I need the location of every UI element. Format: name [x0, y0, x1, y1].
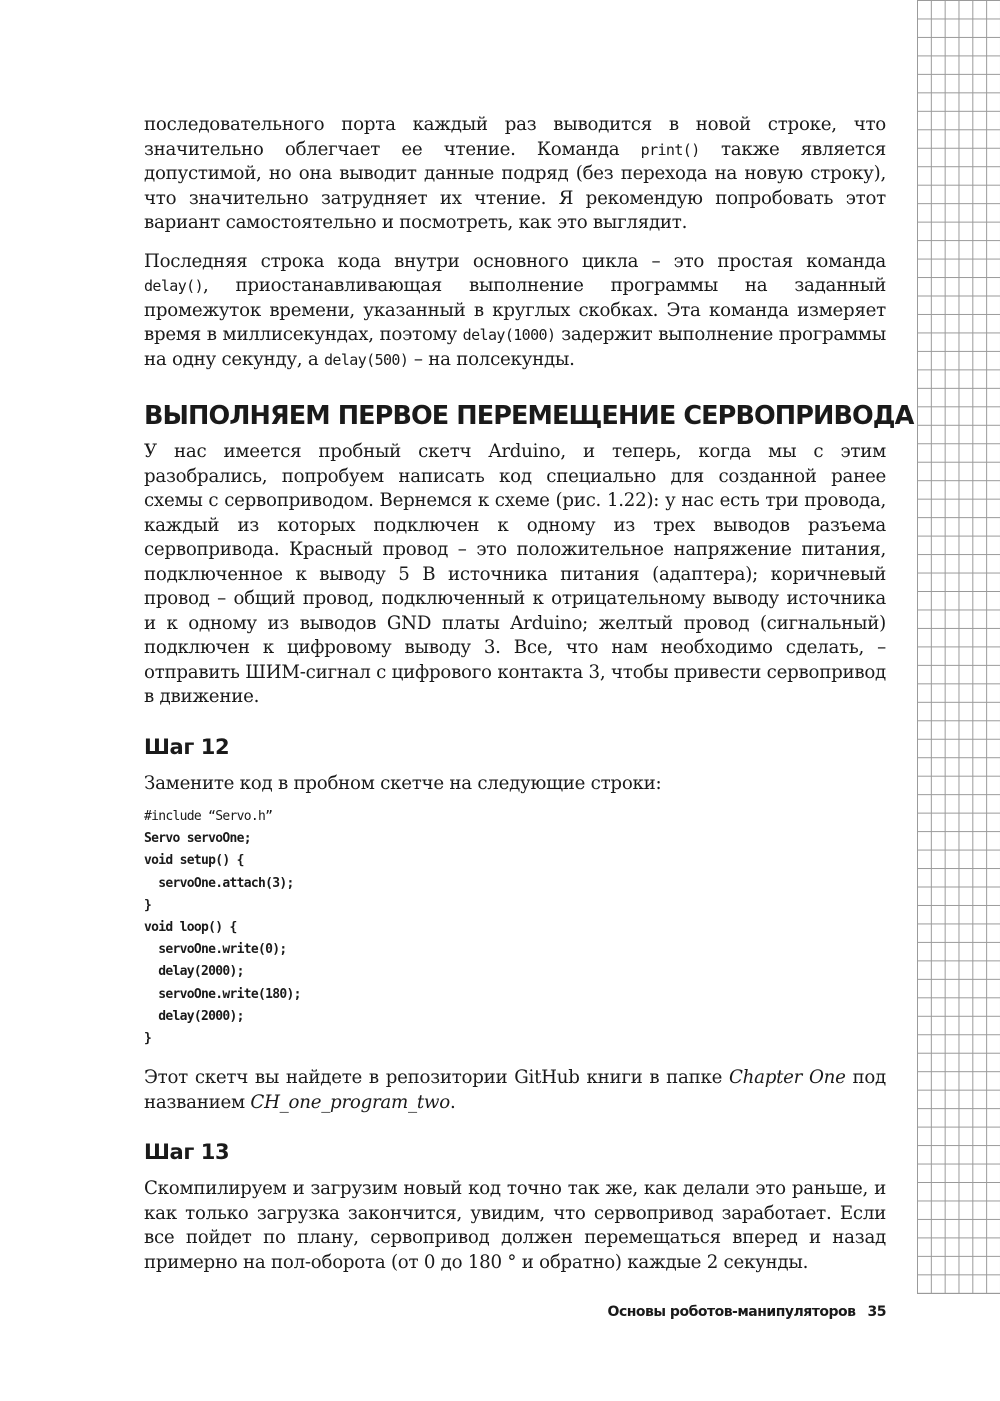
inline-code: delay(500): [323, 350, 409, 369]
step-13-paragraph: Скомпилируем и загрузим новый код точно так же, как делали это раньше, и как только загрузка закончится, увидим, что сервопривод заработает. Если все пойдет по плану, сервопривод должен перемещаться вперед и назад примерно на пол-оборота (от 0 до 180 ° и обратно) каждые 2 секунды.: [144, 1178, 886, 1273]
page-content: [144, 113, 914, 1275]
code-line: delay(2000);: [144, 1008, 244, 1024]
code-line: void setup() {: [144, 853, 244, 869]
code-line: delay(2000);: [144, 964, 244, 980]
page-footer: [608, 1304, 886, 1320]
text-fragment: – на полсекунды.: [408, 348, 575, 370]
section-heading: ВЫПОЛНЯЕМ ПЕРВОЕ ПЕРЕМЕЩЕНИЕ СЕРВОПРИВОДА: [144, 401, 914, 431]
sketch-name: CH_one_program_two: [250, 1091, 450, 1113]
folder-name: Chapter One: [728, 1067, 846, 1089]
code-line: void loop() {: [144, 920, 237, 936]
paragraph-delay: [144, 250, 886, 373]
inline-code: print(): [640, 140, 700, 159]
text-fragment: под названием: [144, 1067, 886, 1113]
inline-code: delay(1000): [462, 326, 556, 344]
code-listing: [144, 806, 886, 1050]
inline-code: delay(): [144, 277, 204, 295]
text-fragment: последовательного порта каждый раз выводится в новой строке, что значительно облегчает ее чтение. Команда: [144, 114, 886, 160]
code-line: servoOne.write(0);: [144, 942, 287, 958]
code-line: servoOne.attach(3);: [144, 875, 294, 891]
code-line: }: [144, 897, 152, 913]
running-title: Основы роботов-манипуляторов: [607, 1304, 856, 1320]
text-fragment: также является допустимой, но она выводит данные подряд (без перехода на новую строку), что значительно затрудняет их чтение. Я рекомендую попробовать этот вариант самостоятельно и посмотреть, как это выглядит.: [144, 138, 886, 233]
section-paragraph: У нас имеется пробный скетч Arduino, и теперь, когда мы с этим разобрались, попробуем написать код специально для созданной ранее схемы с сервоприводом. Вернемся к схеме (рис. 1.22): у нас есть три провода, каждый из которых подключен к одному из трех выводов разъема сервопривода. Красный провод – это положительное напряжение питания, подключенное к выводу 5 В источника питания (адаптера); коричневый провод – общий провод, подключенный к отрицательному выводу источника и к одному из выводов GND платы Arduino; желтый провод (сигнальный) подключен к цифровому выводу 3. Все, что нам необходимо сделать, – отправить ШИМ-сигнал с цифрового контакта 3, чтобы привести сервопривод в движение.: [144, 441, 886, 707]
code-line: #include “Servo.h”: [144, 809, 273, 824]
sketch-location-note: [144, 1066, 886, 1115]
code-line: }: [144, 1031, 152, 1047]
text-fragment: Последняя строка кода внутри основного цикла – это простая команда: [144, 250, 886, 272]
code-line: Servo servoOne;: [144, 831, 251, 847]
text-fragment: Этот скетч вы найдете в репозитории GitHub книги в папке: [144, 1067, 729, 1089]
page-number: 35: [867, 1304, 886, 1320]
step-12-heading: Шаг 12: [144, 734, 230, 759]
text-fragment: .: [449, 1091, 456, 1113]
step-12-intro: Замените код в пробном скетче на следующие строки:: [144, 772, 662, 794]
text-fragment: задержит выполнение программы на одну секунду, а: [144, 324, 886, 370]
text-fragment: , приостанавливающая выполнение программы на заданный промежуток времени, указанный в круглых скобках. Эта команда измеряет время в миллисекундах, поэтому: [144, 275, 886, 345]
code-line: servoOne.write(180);: [144, 986, 301, 1002]
step-13-heading: Шаг 13: [144, 1140, 230, 1165]
paragraph-serial-output: [144, 113, 886, 236]
margin-grid-decoration: [917, 0, 1000, 1294]
